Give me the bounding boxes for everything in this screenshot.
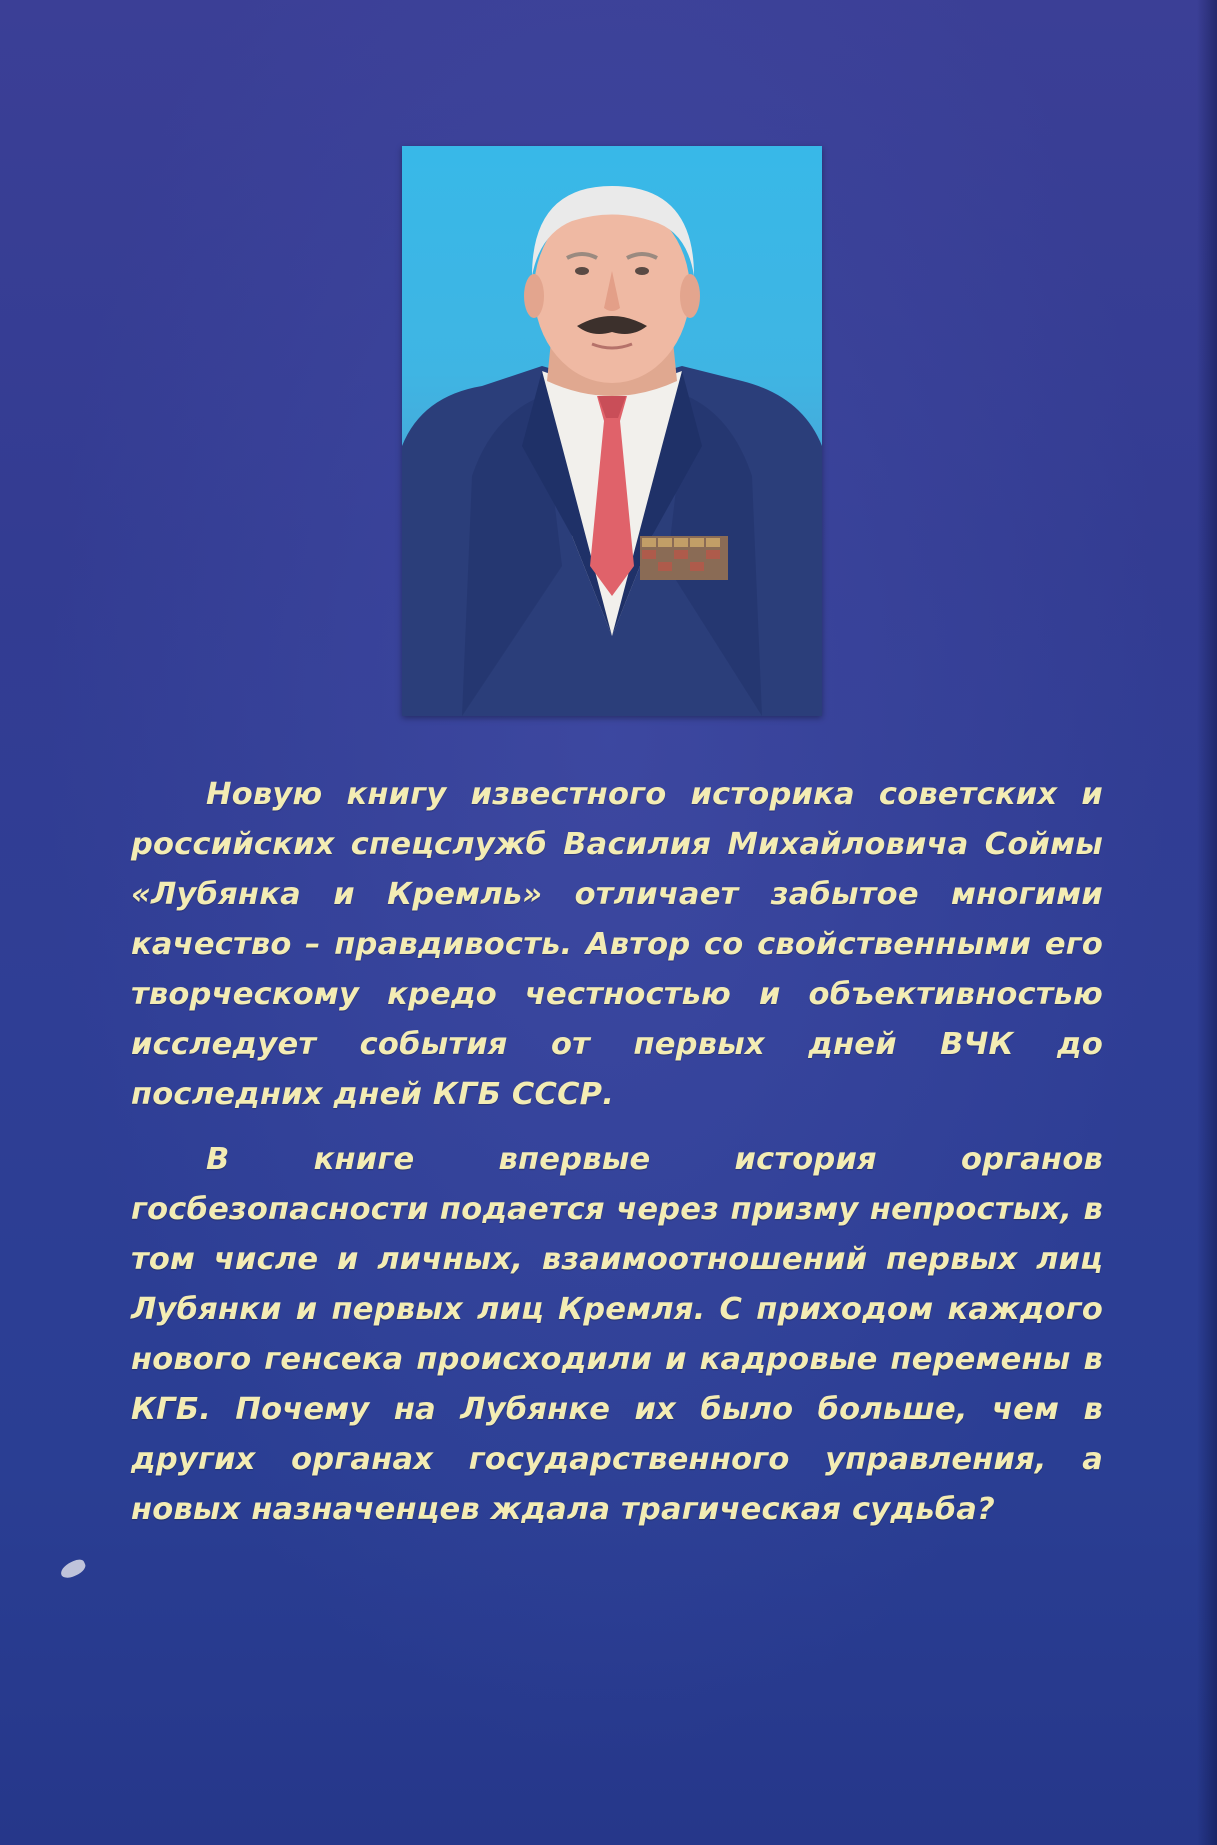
author-portrait-photo [402,146,822,716]
paragraph-text: Новую книгу известного историка советских и российских спецслужб Василия Михайловича Соймы «Лубянка и Кремль» отличает забытое многими качество – правдивость. Автор со свойственными его творческому кредо честностью и объективностью исследует события от первых дней ВЧК до последних дней КГБ СССР. [131,777,1103,1112]
paragraph-text: В книге впервые история органов госбезопасности подается через призму непростых, в том числе и личных, взаимоотношений первых лиц Лубянки и первых лиц Кремля. С приходом каждого нового генсека происходили и кадровые перемены в КГБ. Почему на Лубянке их было больше, чем в других органах государственного управления, а новых назначенцев ждала трагическая судьба? [131,1142,1103,1527]
description-paragraph-1 [131,770,1103,1120]
cover-scuff-mark [58,1557,87,1581]
description-paragraph-2 [131,1135,1103,1535]
